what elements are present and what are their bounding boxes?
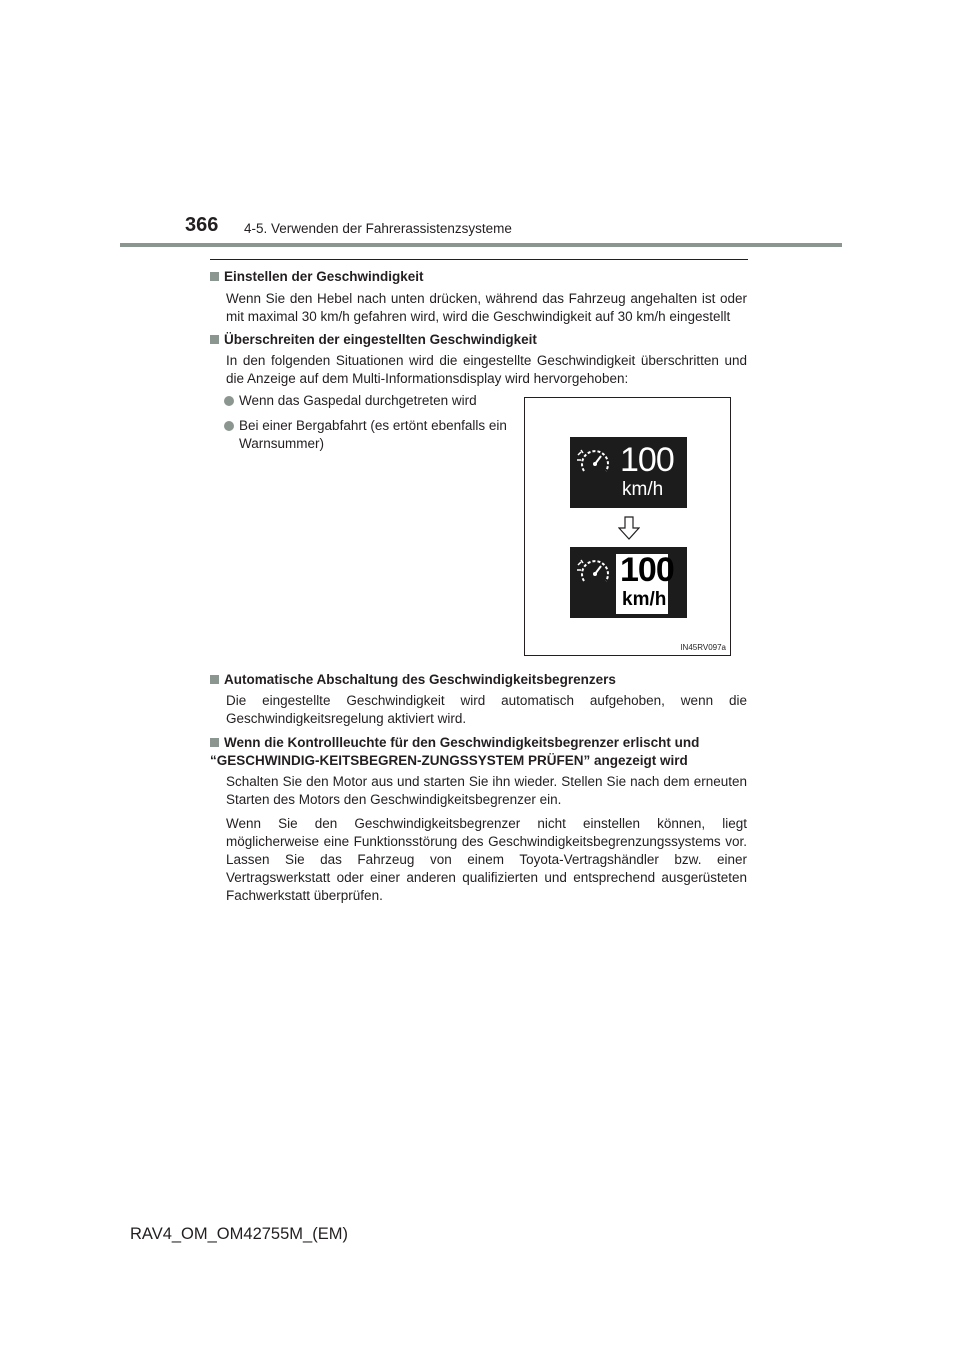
- para-abschaltung: Die eingestellte Geschwindigkeit wird automatisch aufgehoben, wenn die Geschwindigkeitsregelung aktiviert wird.: [226, 693, 747, 726]
- speed-unit: km/h: [622, 479, 664, 500]
- bullet-item: [224, 392, 516, 410]
- display-highlighted: [570, 547, 687, 618]
- square-bullet-icon: [210, 335, 219, 344]
- heading-abschaltung: [210, 671, 750, 689]
- speed-limiter-icon: [576, 447, 612, 477]
- square-bullet-icon: [210, 738, 219, 747]
- figure-code: IN45RV097a: [680, 643, 726, 652]
- heading-text: Überschreiten der eingestellten Geschwindigkeit: [224, 332, 537, 347]
- section-title: 4-5. Verwenden der Fahrerassistenzsysteme: [244, 221, 512, 236]
- down-arrow-icon: [618, 516, 640, 540]
- heading-ueberschreiten: [210, 331, 750, 349]
- bullet-item: [224, 417, 516, 453]
- bullet-text: Wenn das Gaspedal durchgetreten wird: [239, 393, 477, 408]
- speed-value: 100: [620, 441, 674, 479]
- square-bullet-icon: [210, 675, 219, 684]
- page-number: 366: [185, 214, 219, 236]
- footer-doc-id: RAV4_OM_OM42755M_(EM): [130, 1225, 348, 1243]
- para-einstellen: Wenn Sie den Hebel nach unten drücken, während das Fahrzeug angehalten ist oder mit maximal 30 km/h gefahren wird, wird die Geschwindigkeit auf 30 km/h eingestellt: [226, 291, 747, 324]
- display-normal: [570, 437, 687, 508]
- heading-text: Einstellen der Geschwindigkeit: [224, 269, 424, 284]
- heading-kontrollleuchte: [210, 734, 750, 770]
- content-rule: [210, 259, 748, 260]
- bullet-text: Bei einer Bergabfahrt (es ertönt ebenfalls ein Warnsummer): [239, 418, 507, 451]
- heading-text: Wenn die Kontrollleuchte für den Geschwindigkeitsbegrenzer erlischt und “GESCHWINDIG-KEITSBEGREN-ZUNGSSYSTEM PRÜFEN” angezeigt wird: [210, 735, 700, 768]
- heading-text: Automatische Abschaltung des Geschwindigkeitsbegrenzers: [224, 672, 616, 687]
- circle-bullet-icon: [224, 421, 234, 431]
- para-kontrollleuchte-1: Schalten Sie den Motor aus und starten Sie ihn wieder. Stellen Sie nach dem erneuten Starten des Motors den Geschwindigkeitsbegrenzer ein.: [226, 774, 747, 807]
- circle-bullet-icon: [224, 396, 234, 406]
- figure-speed-display: [524, 397, 731, 656]
- header-rule: [120, 243, 842, 247]
- speed-value-highlighted: 100: [620, 551, 674, 589]
- para-ueberschreiten: In den folgenden Situationen wird die eingestellte Geschwindigkeit überschritten und die Anzeige auf dem Multi-Informationsdisplay wird hervorgehoben:: [226, 353, 747, 386]
- para-kontrollleuchte-2: Wenn Sie den Geschwindigkeitsbegrenzer nicht einstellen können, liegt möglicherweise eine Funktionsstörung des Geschwindigkeitsbegrenzungssystems vor. Lassen Sie das Fahrzeug von einem Toyota-Vertragshändler bzw. einer Vertragswerkstatt oder einer anderen qualifizierten und entsprechend ausgerüsteten Fachwerkstatt überprüfen.: [226, 816, 747, 903]
- speed-unit-highlighted: km/h: [622, 589, 667, 610]
- speed-limiter-icon: [576, 557, 612, 587]
- square-bullet-icon: [210, 272, 219, 281]
- heading-einstellen: [210, 268, 750, 286]
